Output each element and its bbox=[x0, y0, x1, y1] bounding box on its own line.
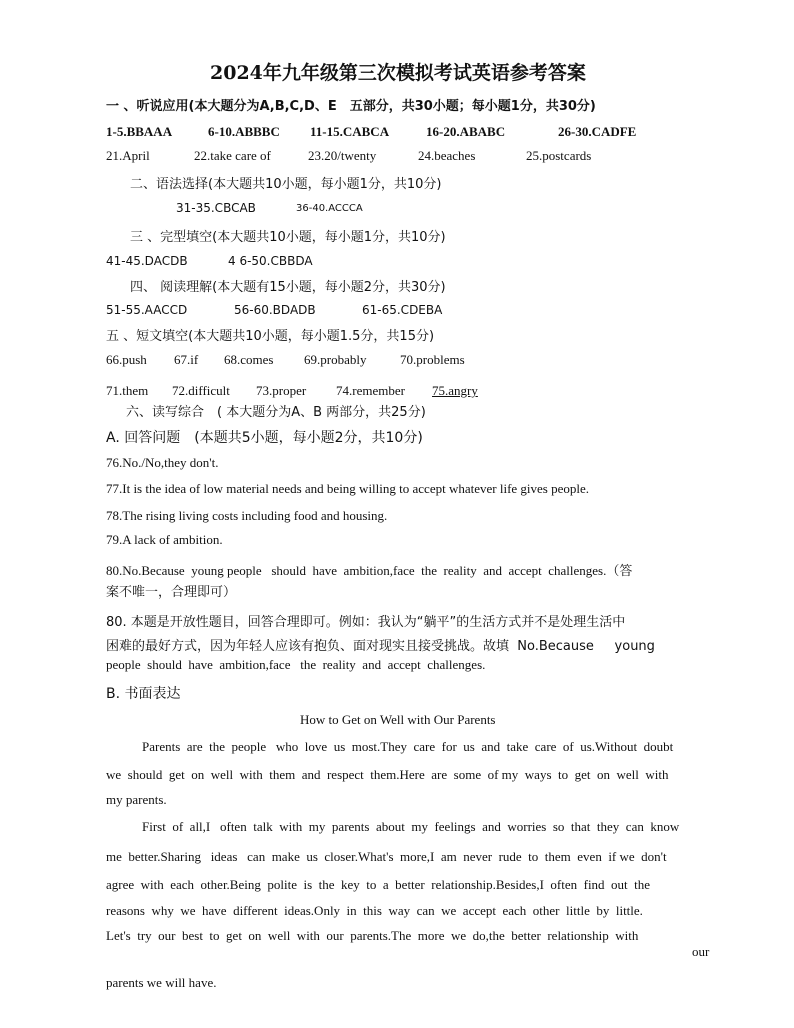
section-heading-listening: 一 、听说应用(本大题分为A,B,C,D、E 五部分，共30小题；每小题1分，共30分) bbox=[106, 99, 596, 114]
essay-paragraph-line: reasons why we have different ideas.Only in this way can we accept each other little by little. bbox=[106, 903, 643, 918]
answer-item: 66.push bbox=[106, 352, 147, 367]
answer-item: 11-15.CABCA bbox=[310, 124, 390, 139]
answer-item: 16-20.ABABC bbox=[426, 124, 506, 139]
essay-title: How to Get on Well with Our Parents bbox=[300, 712, 496, 727]
page-title: 2024年九年级第三次模拟考试英语参考答案 bbox=[210, 62, 586, 84]
part-b-heading: B. 书面表达 bbox=[106, 686, 181, 702]
answer-80-line2: 案不唯一，合理即可） bbox=[106, 585, 237, 600]
section-heading-cloze: 三 、完型填空(本大题共10小题，每小题1分，共10分) bbox=[130, 230, 446, 245]
answer-item: 25.postcards bbox=[526, 148, 592, 163]
answer-80-line1: 80.No.Because young people should have ambition,face the reality and accept challenges.（答 bbox=[106, 563, 633, 578]
answer-row bbox=[0, 352, 794, 370]
answer-item: 71.them bbox=[106, 383, 149, 398]
answer-item: 70.problems bbox=[400, 352, 465, 367]
answer-row bbox=[0, 148, 794, 166]
answer-item: 6-10.ABBBC bbox=[208, 124, 280, 139]
answer-item: 61-65.CDEBA bbox=[362, 303, 443, 317]
answer-item: 72.difficult bbox=[172, 383, 230, 398]
answer-item: 21.April bbox=[106, 148, 150, 163]
answer-item: 56-60.BDADB bbox=[234, 303, 316, 317]
essay-paragraph-line: me better.Sharing ideas can make us closer.What's more,I am never rude to them even if we don't bbox=[106, 849, 667, 864]
answer-item: 51-55.AACCD bbox=[106, 303, 188, 317]
answer-item: 41-45.DACDB bbox=[106, 254, 188, 268]
part-a-heading: A. 回答问题 (本题共5小题，每小题2分，共10分) bbox=[106, 430, 423, 446]
answer-item: 69.probably bbox=[304, 352, 367, 367]
answer-80-explanation-line1: 80. 本题是开放性题目，回答合理即可。例如：我认为“躺平”的生活方式并不是处理生活中 bbox=[106, 615, 626, 630]
answer-78: 78.The rising living costs including food and housing. bbox=[106, 508, 388, 523]
answer-item: 4 6-50.CBBDA bbox=[228, 254, 313, 268]
section-heading-reading-writing: 六、读写综合 ( 本大题分为A、B 两部分，共25分) bbox=[126, 405, 426, 420]
section-heading-fill-in: 五 、短文填空(本大题共10小题，每小题1.5分，共15分) bbox=[106, 329, 435, 344]
section-heading-grammar: 二、语法选择(本大题共10小题，每小题1分，共10分) bbox=[130, 177, 442, 192]
answer-row bbox=[0, 124, 794, 142]
essay-paragraph-line: First of all,I often talk with my parents about my feelings and worries so that they can know bbox=[142, 819, 680, 834]
answer-item: 73.proper bbox=[256, 383, 307, 398]
answer-77: 77.It is the idea of low material needs and being willing to accept whatever life gives people. bbox=[106, 481, 590, 496]
answer-item: 1-5.BBAAA bbox=[106, 124, 173, 139]
answer-item: 31-35.CBCAB bbox=[176, 201, 256, 215]
answer-item: 74.remember bbox=[336, 383, 405, 398]
essay-paragraph-line: agree with each other.Being polite is the key to a better relationship.Besides,I often find out the bbox=[106, 877, 651, 892]
answer-item: 75.angry bbox=[432, 383, 478, 398]
essay-paragraph-line: our bbox=[692, 944, 710, 959]
section-heading-reading: 四、 阅读理解(本大题有15小题，每小题2分，共30分) bbox=[130, 280, 446, 295]
answer-item: 24.beaches bbox=[418, 148, 476, 163]
answer-item: 22.take care of bbox=[194, 148, 271, 163]
answer-80-explanation-line2: 困难的最好方式，因为年轻人应该有抱负、面对现实且接受挑战。故填 No.Because young bbox=[106, 639, 655, 654]
essay-paragraph-line: Parents are the people who love us most.They care for us and take care of us.Without doubt bbox=[142, 739, 674, 754]
answer-item: 26-30.CADFE bbox=[558, 124, 637, 139]
essay-paragraph-line: parents we will have. bbox=[106, 975, 217, 990]
answer-row bbox=[0, 383, 794, 401]
answer-79: 79.A lack of ambition. bbox=[106, 532, 223, 547]
essay-paragraph-line: my parents. bbox=[106, 792, 167, 807]
answer-item: 36-40.ACCCA bbox=[296, 203, 363, 214]
answer-80-explanation-line3: people should have ambition,face the reality and accept challenges. bbox=[106, 657, 486, 672]
essay-paragraph-line: Let's try our best to get on well with our parents.The more we do,the better relationship with bbox=[106, 928, 639, 943]
answer-item: 23.20/twenty bbox=[308, 148, 377, 163]
answer-item: 67.if bbox=[174, 352, 199, 367]
answer-76: 76.No./No,they don't. bbox=[106, 455, 219, 470]
essay-paragraph-line: we should get on well with them and respect them.Here are some of my ways to get on well with bbox=[106, 767, 669, 782]
answer-item: 68.comes bbox=[224, 352, 274, 367]
